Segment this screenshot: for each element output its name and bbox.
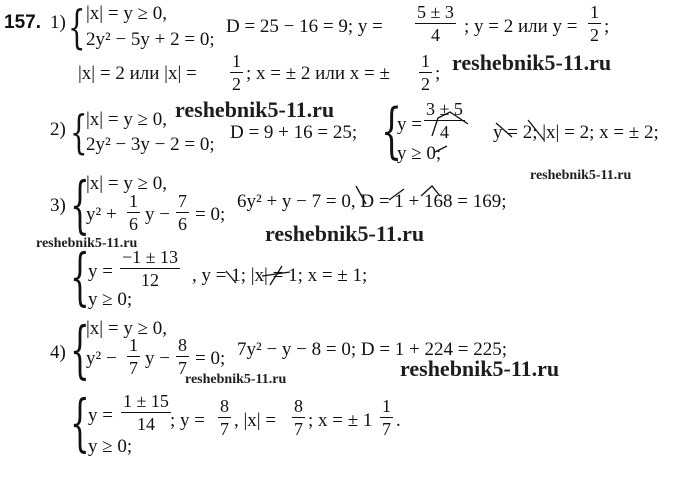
part1-frac4-den: 2 bbox=[421, 74, 430, 94]
part4-frac4-num: 8 bbox=[220, 396, 229, 416]
part4-frac2-den: 7 bbox=[178, 358, 187, 378]
part4-sys-line1: |x| = y ≥ 0, bbox=[86, 318, 168, 339]
part4-sys-line2-b: y − bbox=[145, 348, 170, 369]
part4-frac6 bbox=[380, 397, 393, 438]
watermark: reshebnik5-11.ru bbox=[452, 50, 612, 75]
part3-frac3-den: 12 bbox=[141, 270, 160, 290]
part1-brace: { bbox=[68, 0, 86, 54]
part1-frac3-den: 2 bbox=[232, 74, 241, 94]
part1-line2-a: |x| = 2 или |x| = bbox=[78, 63, 197, 84]
part4-frac5-den: 7 bbox=[294, 419, 303, 439]
part4-brace2: { bbox=[70, 386, 90, 459]
part3-frac2-num: 7 bbox=[178, 191, 187, 211]
part1-line2-end: ; bbox=[435, 63, 441, 84]
part2-brace: { bbox=[70, 105, 88, 159]
part4-r4: . bbox=[396, 410, 401, 431]
part3-sys-line2-b: y − bbox=[145, 204, 170, 225]
part4-frac4-den: 7 bbox=[220, 419, 229, 439]
part3-rest: , y = 1; |x| = 1; x = ± 1; bbox=[192, 265, 368, 286]
part3-sys-line2-a: y² + bbox=[86, 204, 117, 225]
part2-rest: y = 2; |x| = 2; x = ± 2; bbox=[493, 122, 659, 143]
part1-frac4 bbox=[419, 52, 432, 93]
part3-brace2: { bbox=[70, 240, 90, 313]
part2-disc: D = 9 + 16 = 25; bbox=[230, 122, 358, 143]
part4-sys-line2-c: = 0; bbox=[195, 348, 226, 369]
part1-mid: ; y = 2 или y = bbox=[464, 16, 578, 37]
part1-line2-b: ; x = ± 2 или x = ± bbox=[246, 63, 390, 84]
part1-sys-line2: 2y² − 5y + 2 = 0; bbox=[86, 29, 215, 50]
part2-sys2-cond: y ≥ 0; bbox=[397, 143, 442, 164]
part1-end: ; bbox=[604, 16, 610, 37]
part4-eq: 7y² − y − 8 = 0; D = 1 + 224 = 225; bbox=[237, 339, 508, 360]
part4-frac1-den: 7 bbox=[129, 358, 138, 378]
watermark: reshebnik5-11.ru bbox=[175, 97, 335, 122]
part4-frac1-num: 1 bbox=[129, 335, 138, 355]
watermark: reshebnik5-11.ru bbox=[400, 356, 560, 381]
part4-sys-line2-a: y² − bbox=[86, 348, 117, 369]
part3-sys2-y: y = bbox=[88, 261, 113, 282]
watermark: reshebnik5-11.ru bbox=[265, 221, 425, 246]
part4-frac6-den: 7 bbox=[382, 419, 391, 439]
part2-frac-num: 3 ± 5 bbox=[426, 99, 463, 119]
part3-frac3 bbox=[120, 248, 180, 289]
part1-frac3-num: 1 bbox=[232, 51, 241, 71]
part3-frac1 bbox=[127, 192, 140, 233]
part4-frac5 bbox=[292, 397, 305, 438]
part3-frac2 bbox=[176, 192, 189, 233]
watermark: reshebnik5-11.ru bbox=[36, 236, 138, 251]
part1-frac2-num: 1 bbox=[590, 2, 599, 22]
part3-frac2-den: 6 bbox=[178, 214, 187, 234]
part3-frac1-num: 1 bbox=[129, 191, 138, 211]
part4-frac2-num: 8 bbox=[178, 335, 187, 355]
part1-frac1-den: 4 bbox=[430, 25, 440, 45]
part2-sys-line2: 2y² − 3y − 2 = 0; bbox=[86, 134, 215, 155]
part2-frac-den: 4 bbox=[439, 122, 449, 142]
part4-r1: ; y = bbox=[170, 410, 205, 431]
part2-sys-line1: |x| = y ≥ 0, bbox=[86, 109, 168, 130]
part1-frac3 bbox=[230, 52, 243, 93]
part4-frac5-num: 8 bbox=[294, 396, 303, 416]
part1-frac1 bbox=[415, 3, 456, 44]
part4-sys2-cond: y ≥ 0; bbox=[88, 436, 133, 457]
part1-frac1-num: 5 ± 3 bbox=[417, 2, 454, 22]
part4-frac2 bbox=[176, 336, 189, 377]
watermark: reshebnik5-11.ru bbox=[530, 168, 632, 183]
part1-label: 1) bbox=[50, 12, 66, 33]
part4-frac6-num: 1 bbox=[382, 396, 391, 416]
part4-frac3-num: 1 ± 15 bbox=[123, 391, 169, 411]
part3-label: 3) bbox=[50, 195, 66, 216]
part1-disc: D = 25 − 16 = 9; y = bbox=[226, 16, 383, 37]
part3-frac1-den: 6 bbox=[129, 214, 138, 234]
part3-sys-line1: |x| = y ≥ 0, bbox=[86, 173, 168, 194]
part2-label: 2) bbox=[50, 119, 66, 140]
part4-label: 4) bbox=[50, 342, 66, 363]
part3-sys-line2-c: = 0; bbox=[195, 204, 226, 225]
part4-r2: , |x| = bbox=[234, 410, 277, 431]
watermark: reshebnik5-11.ru bbox=[185, 372, 287, 387]
part1-frac2-den: 2 bbox=[590, 25, 599, 45]
part3-sys2-cond: y ≥ 0; bbox=[88, 289, 133, 310]
problem-number: 157. bbox=[4, 12, 41, 33]
part2-frac bbox=[424, 100, 465, 141]
part4-sys2-y: y = bbox=[88, 405, 113, 426]
part3-frac3-num: −1 ± 13 bbox=[122, 247, 179, 267]
part4-frac4 bbox=[218, 397, 231, 438]
part3-brace: { bbox=[70, 168, 90, 241]
part1-sys-line1: |x| = y ≥ 0, bbox=[86, 3, 168, 24]
part2-sys2-y: y = bbox=[397, 114, 422, 135]
part1-frac4-num: 1 bbox=[421, 51, 430, 71]
part4-frac1 bbox=[127, 336, 140, 377]
part1-frac2 bbox=[588, 3, 601, 44]
part4-frac3-den: 14 bbox=[136, 414, 155, 434]
part4-r3: ; x = ± 1 bbox=[308, 410, 373, 431]
part2-brace2: { bbox=[381, 96, 403, 166]
part3-eq: 6y² + y − 7 = 0, D = 1 + 168 = 169; bbox=[237, 191, 507, 212]
part4-brace: { bbox=[70, 313, 90, 386]
part4-frac3 bbox=[121, 392, 171, 433]
